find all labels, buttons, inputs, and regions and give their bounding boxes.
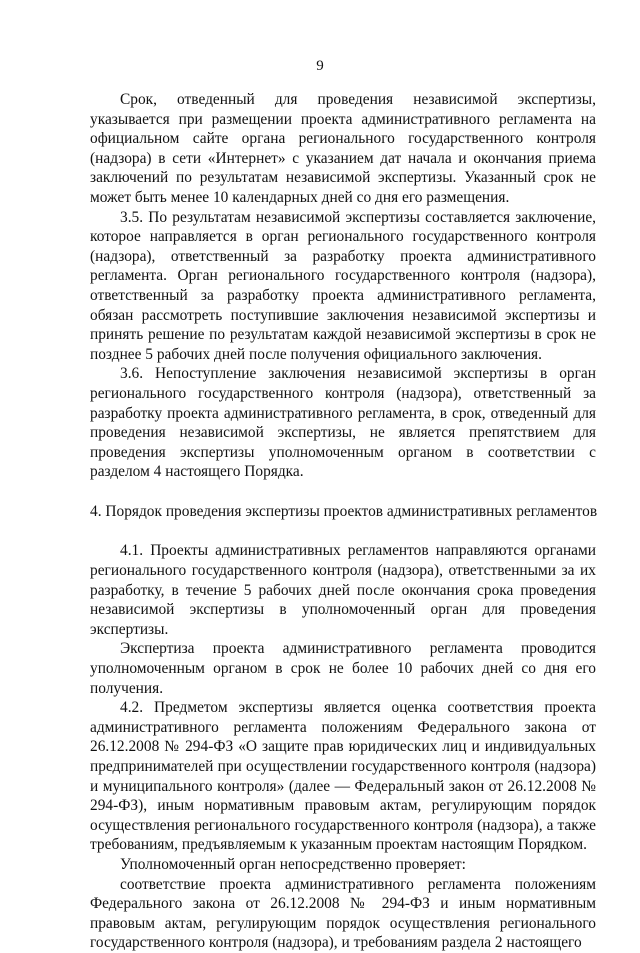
paragraph-compliance-check: соответствие проекта административного регламента положениям Федерального закона от 26.12.2008 № 294-ФЗ и иным нормативным правовым актам, регулирующим порядок осуществления регионального государственного контроля (надзора), и требованиям раздела 2 настоящего xyxy=(90,875,596,952)
paragraph-authorized-body-checks: Уполномоченный орган непосредственно проверяет: xyxy=(120,855,466,873)
paragraph-4-2: 4.2. Предметом экспертизы является оценка соответствия проекта административного регламента положениям Федерального закона от 26.12.2008 № 294-ФЗ «О защите прав юридических лиц и индивидуальных предпринимателей при осуществлении государственного контроля (надзора) и муниципального контроля» (далее — Федеральный закон от 26.12.2008 № 294-ФЗ), иным нормативным правовым актам, регулирующим порядок осуществления регионального государственного контроля (надзора), а также требованиям, предъявляемым к указанным проектам настоящим Порядком. xyxy=(90,699,596,854)
paragraph-expertise-term: Экспертиза проекта административного регламента проводится уполномоченным органом в срок не более 10 рабочих дней со дня его получения. xyxy=(90,640,596,697)
paragraph-3-5: 3.5. По результатам независимой экспертизы составляется заключение, которое направляется в орган регионального государственного контроля (надзора), ответственный за разработку проекта административного регламента. Орган регионального государственного контроля (надзора), ответственный за разработку проекта административного регламента, обязан рассмотреть поступившие заключения независимой экспертизы и принять решение по результатам каждой независимой экспертизы в срок не позднее 5 рабочих дней после получения официального заключения. xyxy=(90,208,596,363)
paragraph-term-for-independent-expertise: Срок, отведенный для проведения независимой экспертизы, указывается при размещении проекта административного регламента на официальном сайте органа регионального государственного контроля (надзора) в сети «Интернет» с указанием дат начала и окончания приема заключений по результатам независимой экспертизы. Указанный срок не может быть менее 10 календарных дней со дня его размещения. xyxy=(90,91,596,206)
paragraph-4-1: 4.1. Проекты административных регламентов направляются органами регионального государственного контроля (надзора), ответственными за их разработку, в течение 5 рабочих дней после окончания срока проведения независимой экспертизы в уполномоченный орган для проведения экспертизы. xyxy=(90,542,596,638)
page-number: 9 xyxy=(316,58,324,74)
section-heading: 4. Порядок проведения экспертизы проектов административных регламентов xyxy=(90,502,598,520)
paragraph-3-6: 3.6. Непоступление заключения независимой экспертизы в орган регионального государственного контроля (надзора), ответственный за разработку проекта административного регламента, в срок, отведенный для проведения независимой экспертизы, не является препятствием для проведения экспертизы уполномоченным органом в соответствии с разделом 4 настоящего Порядка. xyxy=(90,365,596,481)
document-body xyxy=(90,90,596,953)
